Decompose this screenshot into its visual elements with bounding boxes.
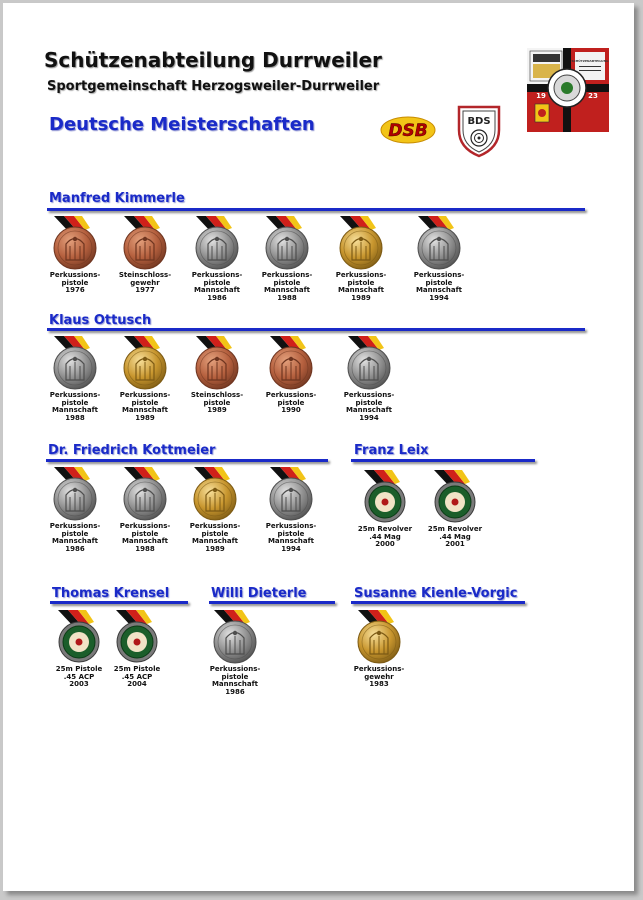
medal-caption-line: 2003: [69, 680, 89, 688]
group-rule: [46, 459, 328, 462]
bds-medal-icon: [56, 610, 102, 664]
medal-caption-line: pistole: [355, 398, 383, 407]
medal-caption-line: 1990: [281, 406, 301, 414]
group-rule: [47, 328, 585, 331]
medal-caption-line: 1994: [281, 544, 301, 553]
medal-caption-line: .44 Mag: [369, 532, 401, 541]
group-title-franz-leix: Franz Leix: [354, 443, 429, 458]
medal-caption-line: pistole: [203, 398, 231, 407]
medal-caption-line: 25m Revolver: [427, 525, 483, 533]
medal-caption: [105, 272, 185, 295]
medal-caption-line: pistole: [425, 278, 453, 287]
bds-medal-icon: [362, 470, 408, 524]
group-title-susanne-kienle-vorgic: Susanne Kienle-Vorgic: [354, 586, 518, 601]
medal-caption-line: pistole: [277, 529, 305, 538]
bronze-medal-icon: [52, 216, 98, 270]
medal-caption: [35, 272, 115, 295]
medal-caption: [339, 666, 419, 689]
medal-caption-line: 1977: [135, 286, 155, 294]
medal-caption: [35, 392, 115, 422]
bronze-medal-icon: [194, 336, 240, 390]
gold-medal-icon: [356, 610, 402, 664]
medal-caption: [345, 526, 425, 549]
medal-caption-line: 1989: [207, 406, 227, 414]
medal-caption-line: Mannschaft: [211, 680, 259, 688]
silver-medal-icon: [264, 216, 310, 270]
medal-caption-line: Perkussions-: [265, 522, 317, 530]
medal-caption-line: Perkussions-: [343, 391, 395, 399]
medal-caption-line: pistole: [277, 398, 305, 407]
group-rule: [47, 208, 585, 211]
medal-caption-line: 1983: [369, 680, 389, 688]
group-rule: [209, 601, 335, 604]
medal-caption-line: Perkussions-: [353, 665, 405, 673]
bds-medal-icon: [432, 470, 478, 524]
medal-caption-line: Perkussions-: [265, 391, 317, 399]
group-title-klaus-ottusch: Klaus Ottusch: [49, 313, 152, 328]
club-logo-text: SCHÜTZENABTEILUNG: [571, 59, 609, 63]
medal-caption-line: Mannschaft: [415, 286, 463, 294]
medal-caption-line: Perkussions-: [49, 391, 101, 399]
gold-medal-icon: [122, 336, 168, 390]
medal-caption-line: 2000: [375, 540, 395, 548]
club-logo: [527, 48, 609, 132]
medal-caption-line: gewehr: [130, 278, 160, 287]
silver-medal-icon: [194, 216, 240, 270]
bronze-medal-icon: [122, 216, 168, 270]
medal-caption-line: 2004: [127, 680, 147, 688]
medal-caption-line: 1994: [429, 293, 449, 302]
medal-caption-line: .45 ACP: [63, 672, 95, 681]
silver-medal-icon: [212, 610, 258, 664]
club-logo-year-left: 19: [536, 92, 546, 100]
medal-caption-line: pistole: [201, 529, 229, 538]
medal-caption: [105, 523, 185, 553]
medal-caption-line: 2001: [445, 540, 465, 548]
medal-caption: [329, 392, 409, 422]
medal-caption-line: Perkussions-: [49, 271, 101, 279]
medal-caption-line: Mannschaft: [193, 286, 241, 294]
medal-caption-line: Perkussions-: [209, 665, 261, 673]
medal-caption-line: Mannschaft: [121, 406, 169, 414]
group-rule: [351, 601, 525, 604]
dsb-logo: [379, 114, 437, 146]
gold-medal-icon: [192, 467, 238, 521]
medal-caption: [105, 392, 185, 422]
medal-caption-line: Mannschaft: [263, 286, 311, 294]
medal-caption-line: 1994: [359, 413, 379, 422]
medal-caption-line: pistole: [347, 278, 375, 287]
medal-caption-line: pistole: [221, 672, 249, 681]
medal-caption: [415, 526, 495, 549]
medal-caption: [97, 666, 177, 689]
medal-caption-line: 1986: [207, 293, 227, 302]
medal-caption-line: 25m Pistole: [55, 665, 103, 673]
medal-caption-line: Perkussions-: [119, 522, 171, 530]
medal-caption-line: 25m Pistole: [113, 665, 161, 673]
medal-caption-line: 1989: [205, 544, 225, 553]
medal-caption-line: pistole: [203, 278, 231, 287]
silver-medal-icon: [346, 336, 392, 390]
medal-caption-line: pistole: [61, 529, 89, 538]
medal-caption-line: Mannschaft: [51, 537, 99, 545]
medal-caption: [177, 272, 257, 302]
medal-caption-line: 1976: [65, 286, 85, 294]
bds-medal-icon: [114, 610, 160, 664]
medal-caption-line: pistole: [273, 278, 301, 287]
medal-caption-line: Perkussions-: [119, 391, 171, 399]
medal-caption: [399, 272, 479, 302]
group-title-friedrich-kottmeier: Dr. Friedrich Kottmeier: [48, 443, 216, 458]
bronze-medal-icon: [268, 336, 314, 390]
medal-caption-line: 25m Revolver: [357, 525, 413, 533]
medal-caption-line: 1988: [135, 544, 155, 553]
medal-caption: [321, 272, 401, 302]
medal-caption-line: 1988: [65, 413, 85, 422]
silver-medal-icon: [52, 336, 98, 390]
group-title-manfred-kimmerle: Manfred Kimmerle: [49, 191, 185, 206]
medal-caption-line: Steinschloss-: [118, 271, 172, 279]
medal-caption-line: 1989: [351, 293, 371, 302]
group-rule: [50, 601, 188, 604]
medal-caption-line: .44 Mag: [439, 532, 471, 541]
gold-medal-icon: [338, 216, 384, 270]
medal-caption-line: 1986: [65, 544, 85, 553]
medal-caption: [175, 523, 255, 553]
medal-caption-line: pistole: [131, 398, 159, 407]
silver-medal-icon: [268, 467, 314, 521]
medal-caption: [35, 523, 115, 553]
medal-caption-line: Mannschaft: [121, 537, 169, 545]
page-subtitle: Sportgemeinschaft Herzogsweiler-Durrweiler: [47, 79, 380, 94]
page-title: Schützenabteilung Durrweiler: [44, 48, 382, 72]
medal-caption-line: .45 ACP: [121, 672, 153, 681]
medal-caption-line: Perkussions-: [261, 271, 313, 279]
group-rule: [351, 459, 535, 462]
bds-logo-text: BDS: [467, 116, 491, 127]
medal-caption-line: pistole: [131, 529, 159, 538]
bds-logo: [456, 104, 502, 158]
section-title: Deutsche Meisterschaften: [49, 114, 315, 135]
medal-caption: [247, 272, 327, 302]
medal-caption-line: Mannschaft: [345, 406, 393, 414]
medal-caption-line: pistole: [61, 278, 89, 287]
medal-caption: [251, 523, 331, 553]
medal-caption-line: Steinschloss-: [190, 391, 244, 399]
medal-caption-line: Mannschaft: [267, 537, 315, 545]
medal-caption-line: Mannschaft: [51, 406, 99, 414]
group-title-thomas-krensel: Thomas Krensel: [52, 586, 170, 601]
silver-medal-icon: [122, 467, 168, 521]
medal-caption-line: Mannschaft: [337, 286, 385, 294]
medal-caption: [177, 392, 257, 415]
medal-caption-line: Mannschaft: [191, 537, 239, 545]
medal-caption-line: 1986: [225, 687, 245, 696]
medal-caption-line: Perkussions-: [49, 522, 101, 530]
medal-caption-line: 1988: [277, 293, 297, 302]
dsb-logo-text: DSB: [388, 121, 428, 141]
medal-caption: [195, 666, 275, 696]
medal-caption-line: Perkussions-: [189, 522, 241, 530]
medal-caption-line: Perkussions-: [191, 271, 243, 279]
silver-medal-icon: [416, 216, 462, 270]
group-title-willi-dieterle: Willi Dieterle: [211, 586, 307, 601]
medal-caption-line: Perkussions-: [335, 271, 387, 279]
medal-caption-line: 1989: [135, 413, 155, 422]
medal-caption-line: gewehr: [364, 672, 394, 681]
medal-caption-line: Perkussions-: [413, 271, 465, 279]
medal-caption-line: pistole: [61, 398, 89, 407]
silver-medal-icon: [52, 467, 98, 521]
medal-caption: [251, 392, 331, 415]
club-logo-year-right: 23: [588, 92, 598, 100]
